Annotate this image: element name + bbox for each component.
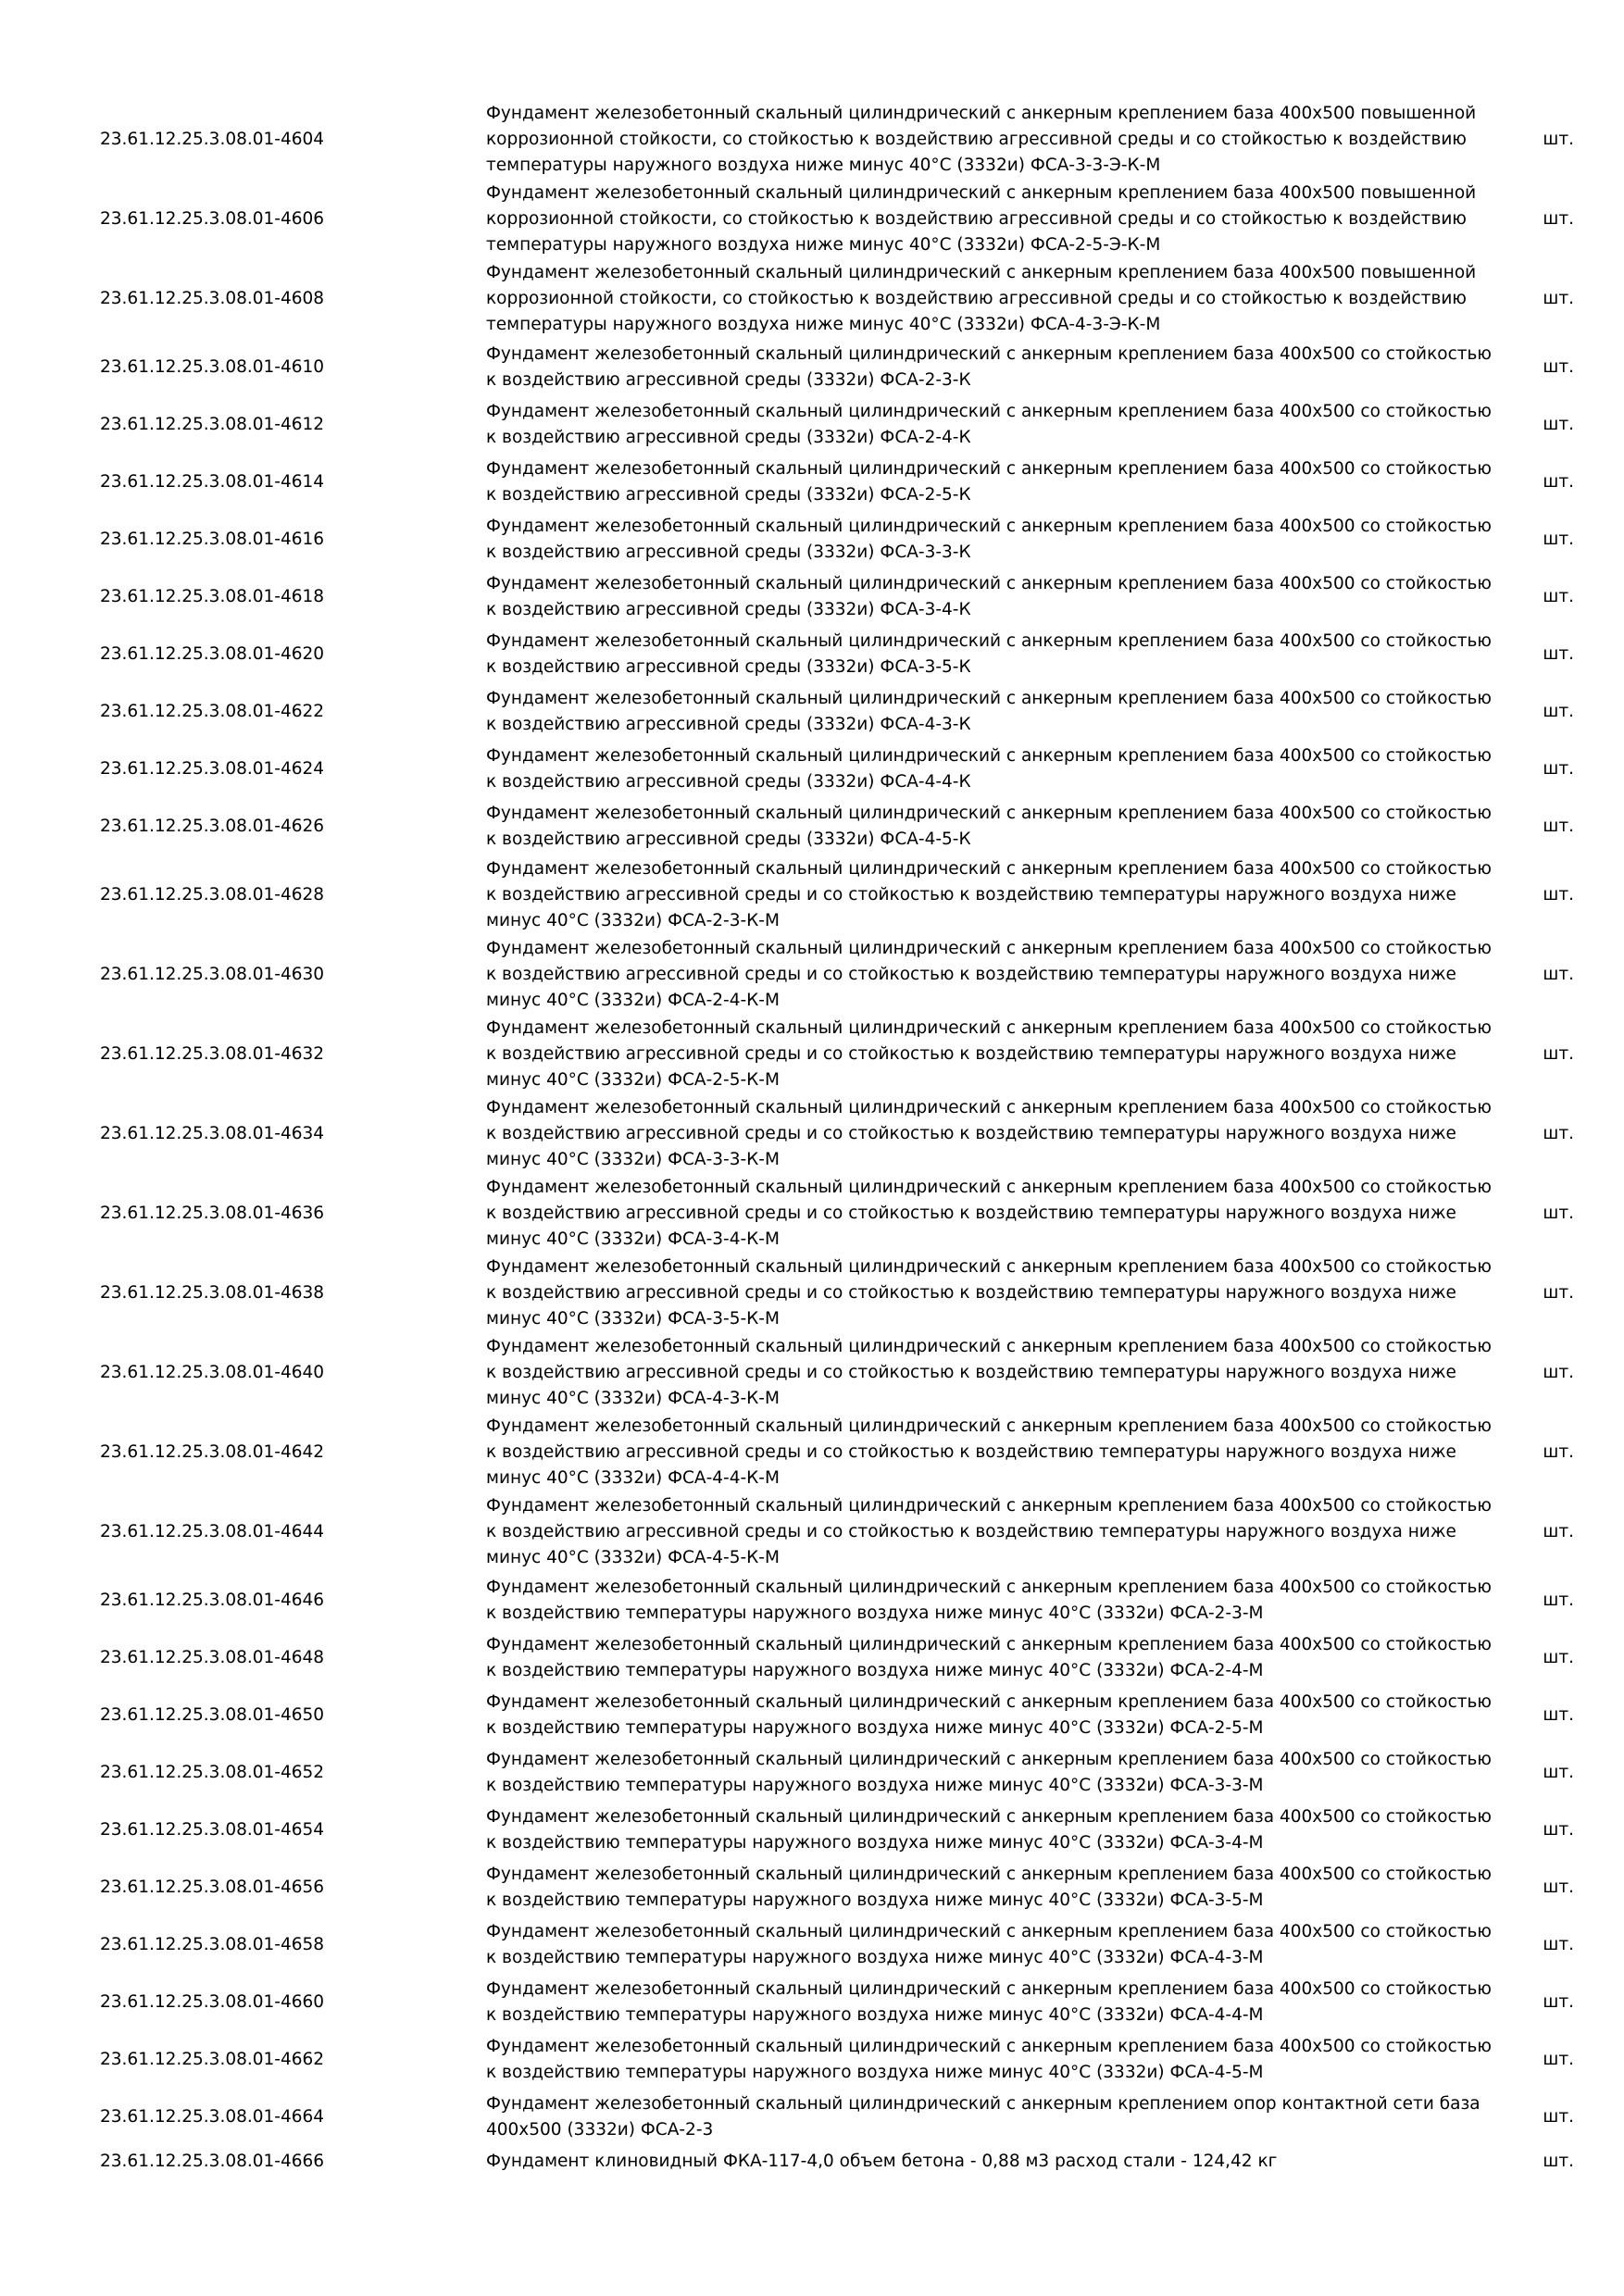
cell-description: Фундамент железобетонный скальный цилиндрический с анкерным креплением база 400х500 со стойкостью к воздействию температуры наружного воздуха ниже минус 40°С (3332и) ФСА-2-4-М (486, 1635, 1492, 1680)
cell-unit: шт. (1543, 289, 1574, 308)
cell-code: 23.61.12.25.3.08.01-4636 (100, 1204, 325, 1223)
cell-unit: шт. (1543, 1878, 1574, 1897)
cell-unit: шт. (1543, 587, 1574, 606)
cell-code: 23.61.12.25.3.08.01-4656 (100, 1878, 325, 1897)
cell-description: Фундамент железобетонный скальный цилиндрический с анкерным креплением база 400х500 со стойкостью к воздействию агрессивной среды и со стойкостью к воздействию температуры наружного воздуха ниже минус 40°С (3332и) ФСА-3-4-К-М (486, 1178, 1492, 1249)
cell-description: Фундамент железобетонный скальный цилиндрический с анкерным креплением база 400х500 со стойкостью к воздействию агрессивной среды (3332и) ФСА-4-4-К (486, 746, 1492, 792)
cell-code: 23.61.12.25.3.08.01-4654 (100, 1820, 325, 1840)
table-row (93, 1974, 1574, 2031)
cell-unit: шт. (1543, 1820, 1574, 1840)
table-row (93, 2146, 1574, 2177)
cell-description: Фундамент железобетонный скальный цилиндрический с анкерным креплением база 400х500 со стойкостью к воздействию агрессивной среды (3332и) ФСА-3-5-К (486, 631, 1492, 677)
cell-code: 23.61.12.25.3.08.01-4648 (100, 1648, 325, 1667)
cell-code: 23.61.12.25.3.08.01-4652 (100, 1763, 325, 1782)
cell-description: Фундамент железобетонный скальный цилиндрический с анкерным креплением база 400х500 со стойкостью к воздействию агрессивной среды и со стойкостью к воздействию температуры наружного воздуха ниже минус 40°С (3332и) ФСА-3-3-К-М (486, 1098, 1492, 1169)
table-body (93, 100, 1574, 2177)
cell-unit: шт. (1543, 2050, 1574, 2069)
table-row (93, 855, 1574, 935)
cell-code: 23.61.12.25.3.08.01-4644 (100, 1522, 325, 1541)
table-row (93, 1916, 1574, 1974)
price-list-table (93, 100, 1574, 2177)
cell-unit: шт. (1543, 2152, 1574, 2171)
table-row (93, 259, 1574, 339)
cell-description: Фундамент железобетонный скальный цилиндрический с анкерным креплением база 400х500 со стойкостью к воздействию агрессивной среды (3332и) ФСА-2-4-К (486, 402, 1492, 447)
cell-code: 23.61.12.25.3.08.01-4664 (100, 2107, 325, 2127)
table-row (93, 1333, 1574, 1413)
cell-description: Фундамент железобетонный скальный цилиндрический с анкерным креплением база 400х500 со стойкостью к воздействию температуры наружного воздуха ниже минус 40°С (3332и) ФСА-2-3-М (486, 1578, 1492, 1623)
cell-description: Фундамент железобетонный скальный цилиндрический с анкерным креплением база 400х500 со стойкостью к воздействию температуры наружного воздуха ниже минус 40°С (3332и) ФСА-3-4-М (486, 1807, 1492, 1853)
cell-code: 23.61.12.25.3.08.01-4640 (100, 1363, 325, 1382)
cell-description: Фундамент железобетонный скальный цилиндрический с анкерным креплением база 400х500 со стойкостью к воздействию температуры наружного воздуха ниже минус 40°С (3332и) ФСА-4-3-М (486, 1922, 1492, 1967)
cell-code: 23.61.12.25.3.08.01-4630 (100, 965, 325, 984)
table-row (93, 1254, 1574, 1333)
cell-unit: шт. (1543, 209, 1574, 229)
table-row (93, 1572, 1574, 1629)
table-row (93, 100, 1574, 180)
cell-description: Фундамент железобетонный скальный цилиндрический с анкерным креплением база 400х500 со стойкостью к воздействию температуры наружного воздуха ниже минус 40°С (3332и) ФСА-4-4-М (486, 1979, 1492, 2025)
cell-unit: шт. (1543, 702, 1574, 721)
cell-unit: шт. (1543, 1763, 1574, 1782)
cell-unit: шт. (1543, 644, 1574, 664)
cell-unit: шт. (1543, 530, 1574, 549)
cell-unit: шт. (1543, 1442, 1574, 1462)
cell-code: 23.61.12.25.3.08.01-4606 (100, 209, 325, 229)
cell-code: 23.61.12.25.3.08.01-4604 (100, 130, 325, 149)
cell-unit: шт. (1543, 1363, 1574, 1382)
cell-unit: шт. (1543, 817, 1574, 836)
cell-unit: шт. (1543, 965, 1574, 984)
cell-description: Фундамент железобетонный скальный цилиндрический с анкерным креплением база 400х500 со стойкостью к воздействию температуры наружного воздуха ниже минус 40°С (3332и) ФСА-3-3-М (486, 1750, 1492, 1795)
table-row (93, 454, 1574, 511)
cell-code: 23.61.12.25.3.08.01-4612 (100, 415, 325, 434)
table-row (93, 1802, 1574, 1859)
cell-unit: шт. (1543, 885, 1574, 905)
cell-unit: шт. (1543, 1044, 1574, 1064)
cell-description: Фундамент железобетонный скальный цилиндрический с анкерным креплением база 400х500 со стойкостью к воздействию агрессивной среды (3332и) ФСА-4-3-К (486, 689, 1492, 734)
cell-code: 23.61.12.25.3.08.01-4608 (100, 289, 325, 308)
cell-description: Фундамент железобетонный скальный цилиндрический с анкерным креплением база 400х500 со стойкостью к воздействию температуры наружного воздуха ниже минус 40°С (3332и) ФСА-4-5-М (486, 2037, 1492, 2082)
cell-code: 23.61.12.25.3.08.01-4624 (100, 759, 325, 779)
cell-description: Фундамент клиновидный ФКА-117-4,0 объем бетона - 0,88 м3 расход стали - 124,42 кг (486, 2152, 1278, 2171)
table-row (93, 741, 1574, 798)
cell-code: 23.61.12.25.3.08.01-4666 (100, 2152, 325, 2171)
table-row (93, 1744, 1574, 1802)
table-row (93, 180, 1574, 259)
cell-description: Фундамент железобетонный скальный цилиндрический с анкерным креплением база 400х500 со стойкостью к воздействию агрессивной среды (3332и) ФСА-2-5-К (486, 459, 1492, 505)
cell-code: 23.61.12.25.3.08.01-4632 (100, 1044, 325, 1064)
table-row (93, 1629, 1574, 1687)
cell-description: Фундамент железобетонный скальный цилиндрический с анкерным креплением база 400х500 со стойкостью к воздействию агрессивной среды (3332и) ФСА-2-3-К (486, 344, 1492, 390)
cell-unit: шт. (1543, 1124, 1574, 1143)
cell-description: Фундамент железобетонный скальный цилиндрический с анкерным креплением база 400х500 повышенной коррозионной стойкости, со стойкостью к воздействию агрессивной среды и со стойкостью к воздействию температуры наружного воздуха ниже минус 40°С (3332и) ФСА-4-3-Э-К-М (486, 263, 1477, 334)
cell-unit: шт. (1543, 357, 1574, 377)
cell-code: 23.61.12.25.3.08.01-4638 (100, 1283, 325, 1303)
cell-code: 23.61.12.25.3.08.01-4660 (100, 1992, 325, 2012)
table-row (93, 1094, 1574, 1174)
cell-unit: шт. (1543, 1591, 1574, 1610)
cell-description: Фундамент железобетонный скальный цилиндрический с анкерным креплением база 400х500 со стойкостью к воздействию температуры наружного воздуха ниже минус 40°С (3332и) ФСА-2-5-М (486, 1692, 1492, 1738)
cell-code: 23.61.12.25.3.08.01-4610 (100, 357, 325, 377)
cell-code: 23.61.12.25.3.08.01-4634 (100, 1124, 325, 1143)
cell-description: Фундамент железобетонный скальный цилиндрический с анкерным креплением база 400х500 со стойкостью к воздействию агрессивной среды и со стойкостью к воздействию температуры наружного воздуха ниже минус 40°С (3332и) ФСА-4-3-К-М (486, 1337, 1492, 1408)
cell-description: Фундамент железобетонный скальный цилиндрический с анкерным креплением база 400х500 со стойкостью к воздействию агрессивной среды (3332и) ФСА-3-4-К (486, 574, 1492, 619)
cell-description: Фундамент железобетонный скальный цилиндрический с анкерным креплением база 400х500 повышенной коррозионной стойкости, со стойкостью к воздействию агрессивной среды и со стойкостью к воздействию температуры наружного воздуха ниже минус 40°С (3332и) ФСА-2-5-Э-К-М (486, 183, 1477, 255)
cell-unit: шт. (1543, 2107, 1574, 2127)
cell-unit: шт. (1543, 415, 1574, 434)
table-row (93, 683, 1574, 741)
cell-unit: шт. (1543, 1283, 1574, 1303)
cell-code: 23.61.12.25.3.08.01-4620 (100, 644, 325, 664)
cell-description: Фундамент железобетонный скальный цилиндрический с анкерным креплением база 400х500 со стойкостью к воздействию агрессивной среды (3332и) ФСА-4-5-К (486, 804, 1492, 849)
cell-unit: шт. (1543, 1648, 1574, 1667)
table-row (93, 339, 1574, 396)
cell-unit: шт. (1543, 1992, 1574, 2012)
cell-description: Фундамент железобетонный скальный цилиндрический с анкерным креплением база 400х500 со стойкостью к воздействию агрессивной среды (3332и) ФСА-3-3-К (486, 517, 1492, 562)
cell-code: 23.61.12.25.3.08.01-4616 (100, 530, 325, 549)
cell-unit: шт. (1543, 1935, 1574, 1954)
table-row (93, 1174, 1574, 1254)
cell-code: 23.61.12.25.3.08.01-4650 (100, 1705, 325, 1725)
cell-unit: шт. (1543, 759, 1574, 779)
table-row (93, 935, 1574, 1015)
cell-description: Фундамент железобетонный скальный цилиндрический с анкерным креплением база 400х500 со стойкостью к воздействию агрессивной среды и со стойкостью к воздействию температуры наружного воздуха ниже минус 40°С (3332и) ФСА-2-3-К-М (486, 859, 1492, 930)
cell-code: 23.61.12.25.3.08.01-4626 (100, 817, 325, 836)
table-row (93, 798, 1574, 855)
table-row (93, 2089, 1574, 2146)
cell-code: 23.61.12.25.3.08.01-4658 (100, 1935, 325, 1954)
cell-code: 23.61.12.25.3.08.01-4642 (100, 1442, 325, 1462)
cell-unit: шт. (1543, 1204, 1574, 1223)
table-row (93, 2031, 1574, 2089)
cell-unit: шт. (1543, 1522, 1574, 1541)
table-row (93, 1492, 1574, 1572)
cell-code: 23.61.12.25.3.08.01-4646 (100, 1591, 325, 1610)
cell-description: Фундамент железобетонный скальный цилиндрический с анкерным креплением база 400х500 со стойкостью к воздействию агрессивной среды и со стойкостью к воздействию температуры наружного воздуха ниже минус 40°С (3332и) ФСА-4-4-К-М (486, 1416, 1492, 1488)
table-row (93, 1413, 1574, 1492)
cell-unit: шт. (1543, 1705, 1574, 1725)
cell-description: Фундамент железобетонный скальный цилиндрический с анкерным креплением база 400х500 со стойкостью к воздействию температуры наружного воздуха ниже минус 40°С (3332и) ФСА-3-5-М (486, 1865, 1492, 1910)
table-row (93, 511, 1574, 568)
table-row (93, 396, 1574, 454)
table-row (93, 1859, 1574, 1916)
table-row (93, 626, 1574, 683)
cell-description: Фундамент железобетонный скальный цилиндрический с анкерным креплением база 400х500 со стойкостью к воздействию агрессивной среды и со стойкостью к воздействию температуры наружного воздуха ниже минус 40°С (3332и) ФСА-3-5-К-М (486, 1257, 1492, 1329)
table-row (93, 1015, 1574, 1094)
table-row (93, 1687, 1574, 1744)
cell-code: 23.61.12.25.3.08.01-4614 (100, 472, 325, 492)
cell-unit: шт. (1543, 130, 1574, 149)
cell-code: 23.61.12.25.3.08.01-4622 (100, 702, 325, 721)
cell-unit: шт. (1543, 472, 1574, 492)
cell-code: 23.61.12.25.3.08.01-4628 (100, 885, 325, 905)
cell-code: 23.61.12.25.3.08.01-4662 (100, 2050, 325, 2069)
cell-code: 23.61.12.25.3.08.01-4618 (100, 587, 325, 606)
table-row (93, 568, 1574, 626)
cell-description: Фундамент железобетонный скальный цилиндрический с анкерным креплением база 400х500 со стойкостью к воздействию агрессивной среды и со стойкостью к воздействию температуры наружного воздуха ниже минус 40°С (3332и) ФСА-2-4-К-М (486, 939, 1492, 1010)
cell-description: Фундамент железобетонный скальный цилиндрический с анкерным креплением база 400х500 со стойкостью к воздействию агрессивной среды и со стойкостью к воздействию температуры наружного воздуха ниже минус 40°С (3332и) ФСА-4-5-К-М (486, 1496, 1492, 1567)
cell-description: Фундамент железобетонный скальный цилиндрический с анкерным креплением база 400х500 со стойкостью к воздействию агрессивной среды и со стойкостью к воздействию температуры наружного воздуха ниже минус 40°С (3332и) ФСА-2-5-К-М (486, 1018, 1492, 1090)
cell-description: Фундамент железобетонный скальный цилиндрический с анкерным креплением база 400х500 повышенной коррозионной стойкости, со стойкостью к воздействию агрессивной среды и со стойкостью к воздействию температуры наружного воздуха ниже минус 40°С (3332и) ФСА-3-3-Э-К-М (486, 104, 1477, 175)
cell-description: Фундамент железобетонный скальный цилиндрический с анкерным креплением опор контактной сети база 400х500 (3332и) ФСА-2-3 (486, 2094, 1480, 2140)
